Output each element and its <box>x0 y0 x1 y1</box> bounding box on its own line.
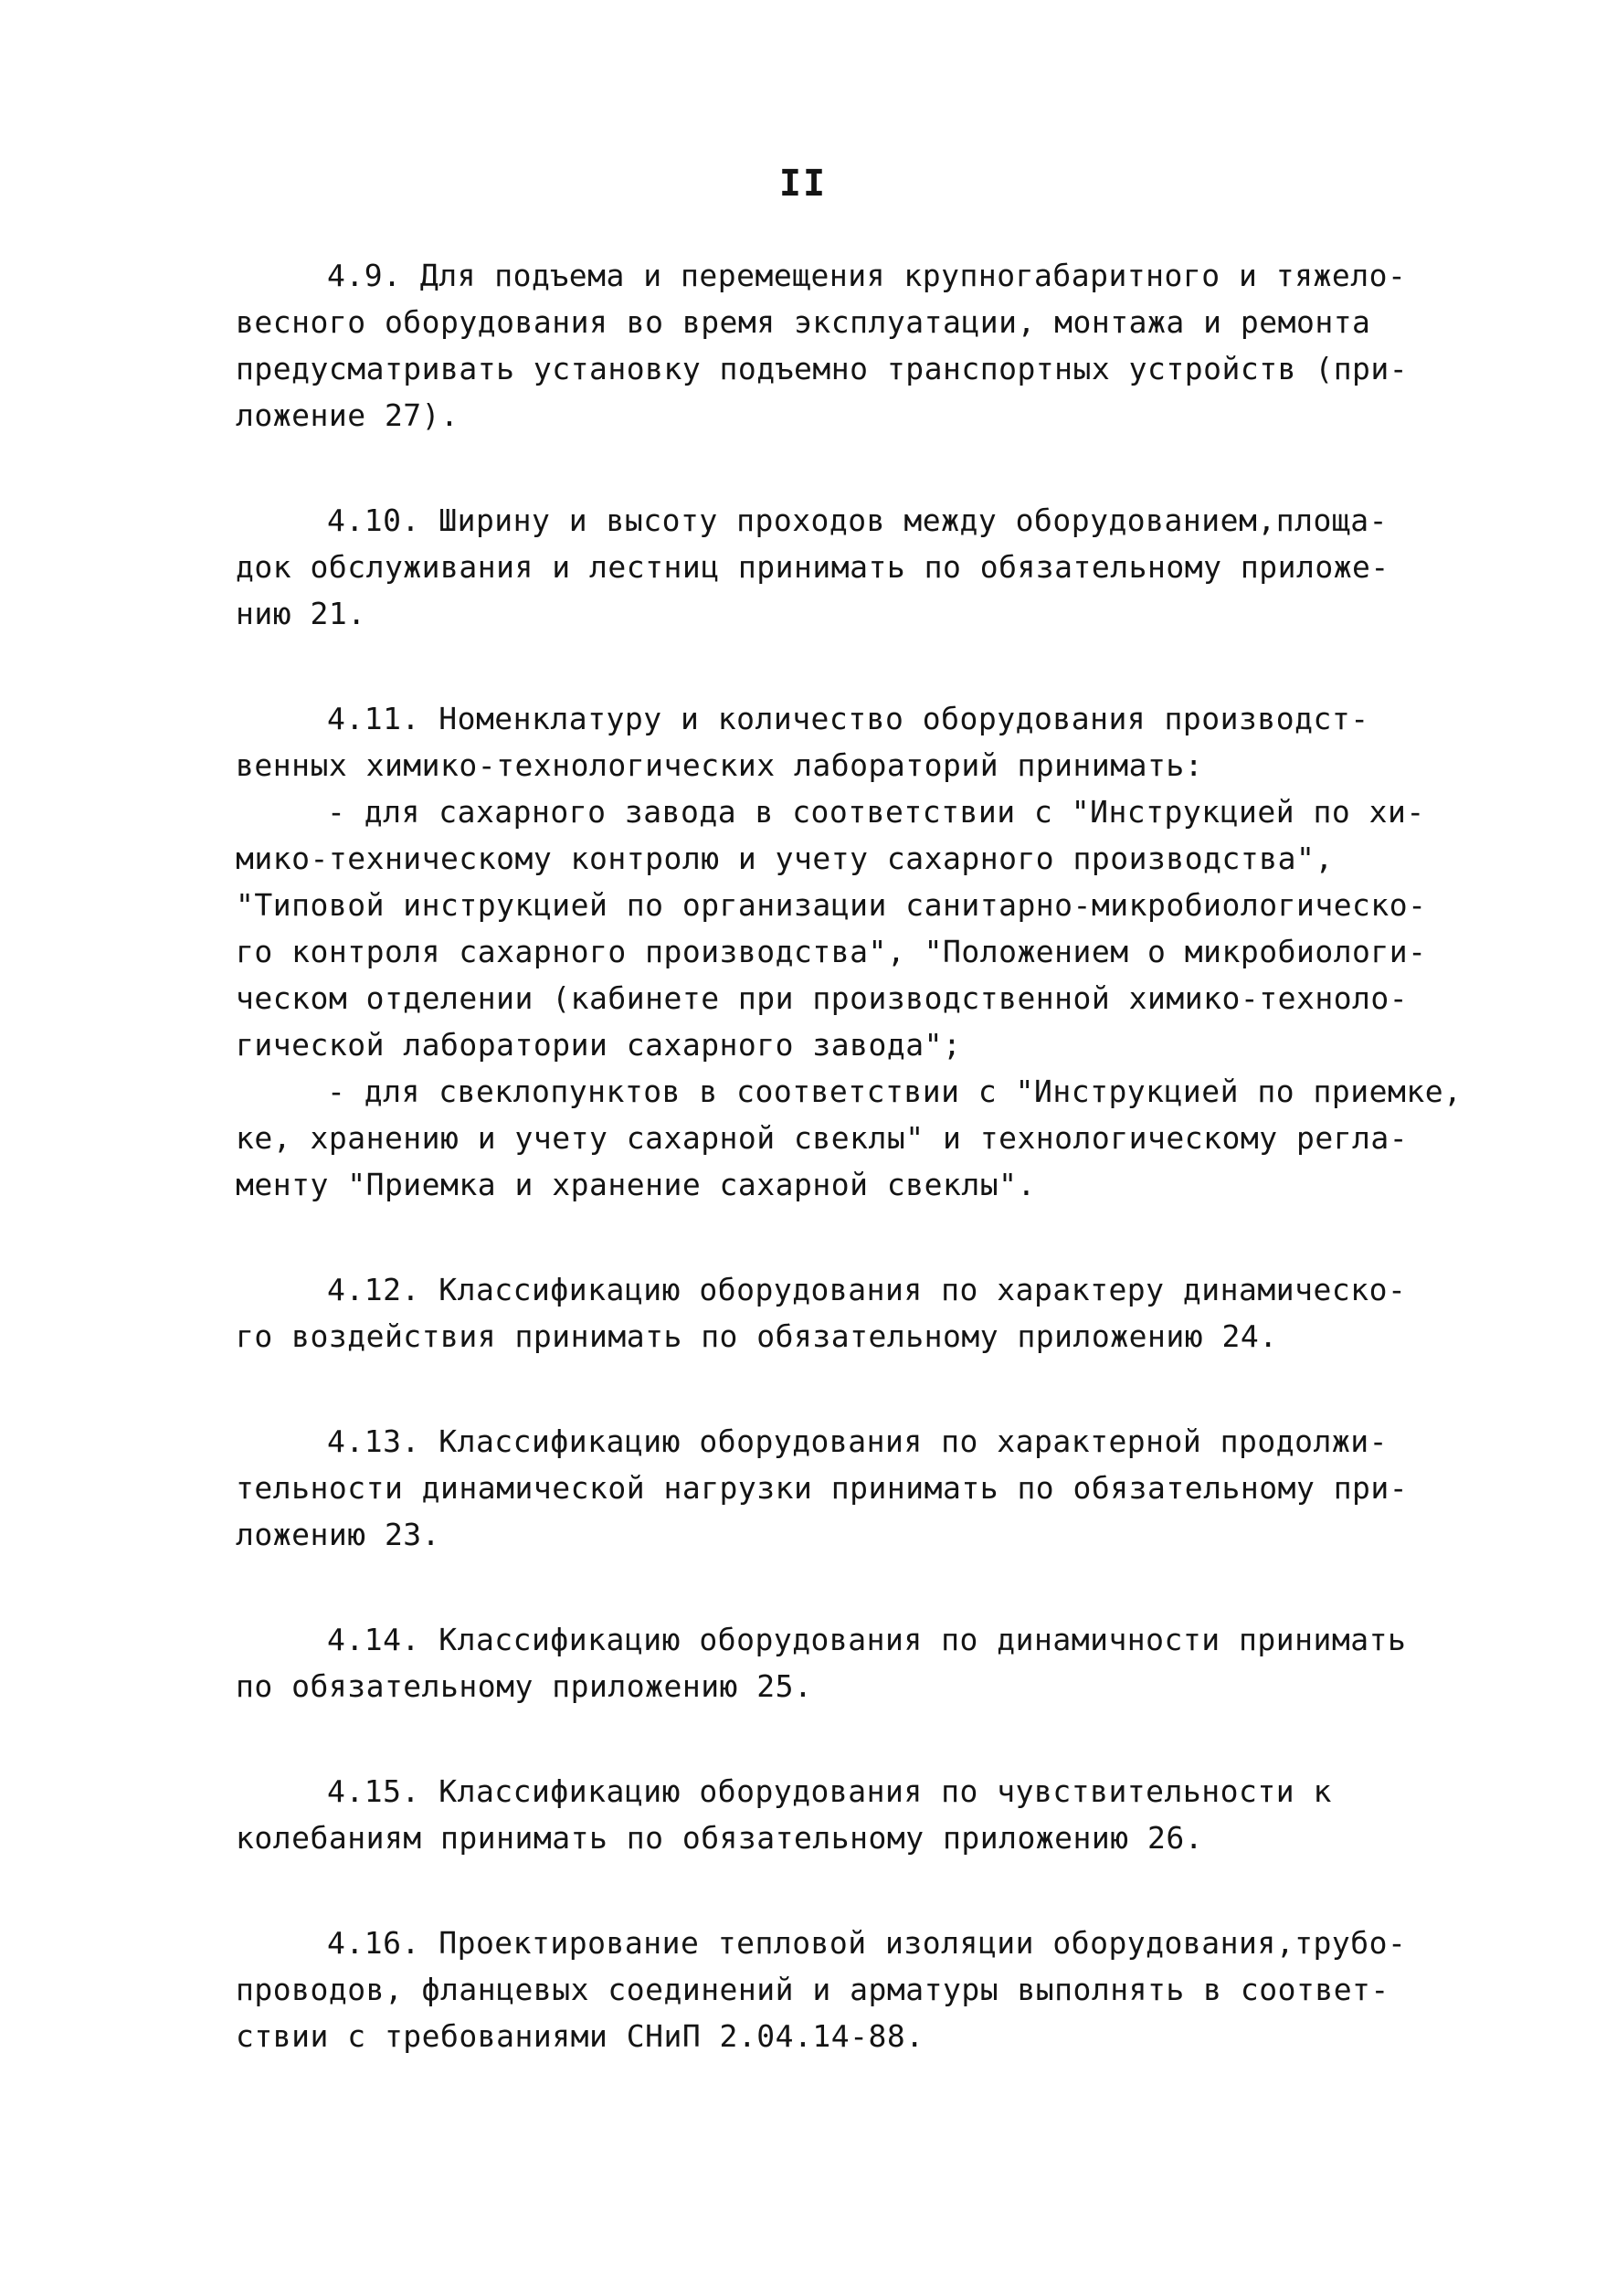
paragraph-4-14 <box>236 1616 1414 1709</box>
text-line: 4.13. Классификацию оборудования по характерной продолжи- <box>327 1423 1388 1459</box>
document-body <box>236 252 1463 2118</box>
text-line: 4.16. Проектирование тепловой изоляции оборудования,трубо- <box>327 1925 1407 1961</box>
text-line: 4.11. Номенклатуру и количество оборудования производст- <box>327 701 1369 736</box>
paragraph-4-9 <box>236 252 1414 439</box>
paragraph-4-10 <box>236 497 1414 637</box>
paragraph-4-13 <box>236 1418 1414 1558</box>
text-line: 4.14. Классификацию оборудования по динамичности принимать <box>327 1622 1407 1657</box>
text-line: тельности динамической нагрузки принимать по обязательному при- <box>236 1470 1409 1506</box>
text-line: ложение 27). <box>236 397 460 433</box>
text-line: проводов, фланцевых соединений и арматуры выполнять в соответ- <box>236 1972 1389 2007</box>
text-line: весного оборудования во время эксплуатации, монтажа и ремонта <box>236 304 1371 340</box>
text-line: колебаниям принимать по обязательному приложению 26. <box>236 1820 1204 1856</box>
text-line: док обслуживания и лестниц принимать по обязательному приложе- <box>236 549 1389 585</box>
text-line: го воздействия принимать по обязательному приложению 24. <box>236 1318 1278 1354</box>
text-line: нию 21. <box>236 596 366 631</box>
text-line: - для свеклопунктов в соответствии с "Инструкцией по приемке, <box>327 1074 1463 1109</box>
paragraph-4-12 <box>236 1266 1414 1360</box>
text-line: ческом отделении (кабинете при производственной химико-техноло- <box>236 980 1409 1016</box>
text-line: 4.12. Классификацию оборудования по характеру динамическо- <box>327 1272 1407 1307</box>
text-line: менту "Приемка и хранение сахарной свеклы". <box>236 1167 1036 1202</box>
text-line: го контроля сахарного производства", "Положением о микробиологи- <box>236 934 1427 969</box>
paragraph-4-16 <box>236 1920 1414 2059</box>
page-number: II <box>778 163 828 205</box>
text-line: 4.9. Для подъема и перемещения крупногабаритного и тяжело- <box>327 258 1407 293</box>
text-line: 4.15. Классификацию оборудования по чувствительности к <box>327 1773 1332 1809</box>
text-line: 4.10. Ширину и высоту проходов между оборудованием,площа- <box>327 503 1388 538</box>
text-line: "Типовой инструкцией по организации санитарно-микробиологическо- <box>236 887 1427 923</box>
text-line: мико-техническому контролю и учету сахарного производства", <box>236 841 1334 876</box>
paragraph-4-15 <box>236 1768 1414 1861</box>
text-line: по обязательному приложению 25. <box>236 1668 813 1704</box>
text-line: ствии с требованиями СНиП 2.04.14-88. <box>236 2018 925 2054</box>
paragraph-4-11 <box>236 695 1463 1208</box>
text-line: ложению 23. <box>236 1517 441 1552</box>
text-line: - для сахарного завода в соответствии с "Инструкцией по хи- <box>327 794 1425 830</box>
text-line: гической лаборатории сахарного завода"; <box>236 1027 962 1063</box>
text-line: венных химико-технологических лабораторий принимать: <box>236 747 1204 783</box>
text-line: ке, хранению и учету сахарной свеклы" и технологическому регла- <box>236 1120 1409 1156</box>
text-line: предусматривать установку подъемно транспортных устройств (при- <box>236 351 1409 386</box>
